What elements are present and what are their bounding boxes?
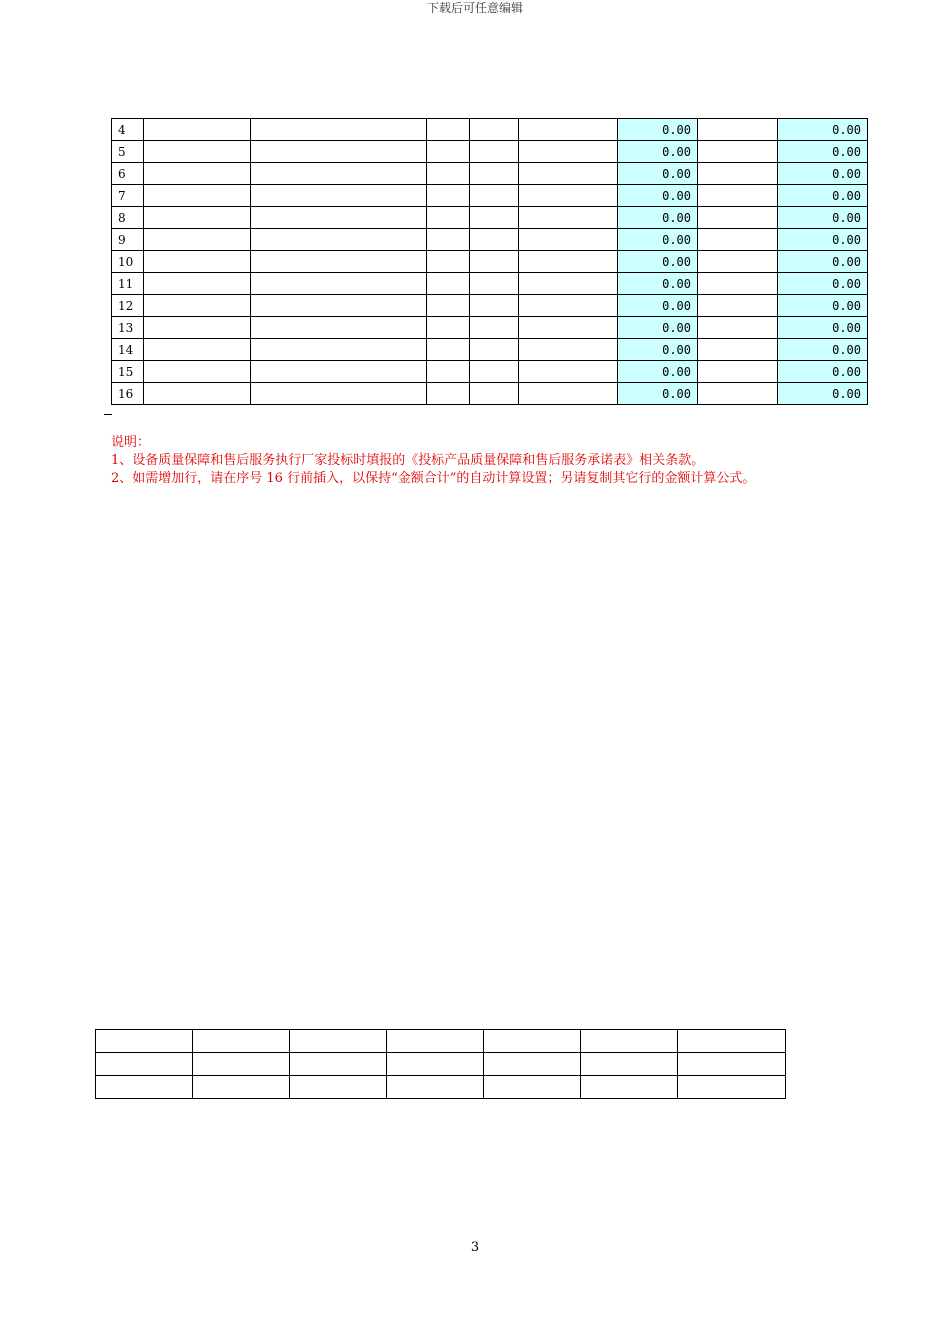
empty-cell: [698, 273, 778, 295]
table-row: [96, 1076, 786, 1099]
total-amount-cell: 0.00: [778, 295, 868, 317]
empty-cell: [427, 273, 470, 295]
empty-cell: [290, 1053, 387, 1076]
empty-cell: [96, 1030, 193, 1053]
total-amount-cell: 0.00: [778, 251, 868, 273]
empty-cell: [698, 251, 778, 273]
empty-cell: [193, 1053, 290, 1076]
table-row: [112, 339, 868, 361]
empty-cell: [698, 229, 778, 251]
empty-cell: [470, 185, 519, 207]
amount-cell: 0.00: [618, 383, 698, 405]
empty-cell: [144, 119, 251, 141]
empty-cell: [519, 317, 618, 339]
empty-cell: [427, 295, 470, 317]
seq-cell: 11: [112, 273, 144, 295]
empty-cell: [519, 251, 618, 273]
empty-cell: [698, 185, 778, 207]
empty-cell: [698, 119, 778, 141]
empty-cell: [470, 295, 519, 317]
amount-cell: 0.00: [618, 361, 698, 383]
seq-cell: 12: [112, 295, 144, 317]
empty-cell: [96, 1076, 193, 1099]
table-row: [112, 251, 868, 273]
empty-cell: [251, 185, 427, 207]
empty-cell: [470, 163, 519, 185]
empty-cell: [387, 1076, 484, 1099]
empty-cell: [484, 1030, 581, 1053]
empty-cell: [251, 119, 427, 141]
empty-cell: [290, 1076, 387, 1099]
empty-cell: [427, 361, 470, 383]
empty-cell: [581, 1030, 678, 1053]
amount-cell: 0.00: [618, 339, 698, 361]
empty-cell: [144, 273, 251, 295]
empty-cell: [470, 339, 519, 361]
table-row: [112, 207, 868, 229]
amount-cell: 0.00: [618, 273, 698, 295]
table-row: [112, 383, 868, 405]
empty-cell: [144, 251, 251, 273]
empty-cell: [519, 361, 618, 383]
empty-cell: [251, 207, 427, 229]
empty-cell: [427, 185, 470, 207]
amount-cell: 0.00: [618, 317, 698, 339]
empty-cell: [193, 1076, 290, 1099]
table-row: [112, 273, 868, 295]
total-amount-cell: 0.00: [778, 141, 868, 163]
empty-cell: [519, 163, 618, 185]
empty-cell: [144, 383, 251, 405]
empty-cell: [519, 141, 618, 163]
empty-cell: [251, 295, 427, 317]
empty-cell: [427, 119, 470, 141]
empty-cell: [470, 229, 519, 251]
seq-cell: 13: [112, 317, 144, 339]
empty-cell: [519, 339, 618, 361]
seq-cell: 16: [112, 383, 144, 405]
amount-cell: 0.00: [618, 251, 698, 273]
notes-block: [111, 434, 755, 488]
empty-cell: [144, 339, 251, 361]
empty-cell: [698, 383, 778, 405]
empty-cell: [251, 317, 427, 339]
table-row: [112, 185, 868, 207]
empty-cell: [581, 1053, 678, 1076]
empty-cell: [251, 339, 427, 361]
empty-cell: [470, 251, 519, 273]
header-note: 下载后可任意编辑: [426, 1, 523, 15]
amount-cell: 0.00: [618, 141, 698, 163]
empty-cell: [387, 1030, 484, 1053]
empty-cell: [519, 207, 618, 229]
empty-cell: [251, 273, 427, 295]
empty-cell: [427, 383, 470, 405]
seq-cell: 7: [112, 185, 144, 207]
table-row: [112, 141, 868, 163]
notes-line-2: 2、如需增加行，请在序号 16 行前插入，以保持“金额合计”的自动计算设置；另请复制其它行的金额计算公式。: [111, 471, 756, 486]
total-amount-cell: 0.00: [778, 383, 868, 405]
amount-cell: 0.00: [618, 119, 698, 141]
table-row: [96, 1053, 786, 1076]
seq-cell: 10: [112, 251, 144, 273]
empty-cell: [698, 163, 778, 185]
amount-cell: 0.00: [618, 207, 698, 229]
empty-cell: [698, 317, 778, 339]
empty-cell: [519, 119, 618, 141]
notes-title: 说明：: [111, 435, 151, 450]
empty-cell: [470, 273, 519, 295]
amount-cell: 0.00: [618, 229, 698, 251]
empty-cell: [581, 1076, 678, 1099]
total-amount-cell: 0.00: [778, 339, 868, 361]
empty-cell: [427, 207, 470, 229]
empty-cell: [698, 361, 778, 383]
empty-cell: [251, 383, 427, 405]
table-row: [96, 1030, 786, 1053]
page-number: 3: [470, 1240, 480, 1255]
seq-cell: 9: [112, 229, 144, 251]
bottom-table: [95, 1029, 786, 1099]
empty-cell: [519, 185, 618, 207]
amount-cell: 0.00: [618, 295, 698, 317]
table-row: [112, 361, 868, 383]
empty-cell: [470, 141, 519, 163]
empty-cell: [698, 295, 778, 317]
total-amount-cell: 0.00: [778, 229, 868, 251]
table-row: [112, 295, 868, 317]
empty-cell: [290, 1030, 387, 1053]
total-amount-cell: 0.00: [778, 163, 868, 185]
total-amount-cell: 0.00: [778, 273, 868, 295]
empty-cell: [519, 273, 618, 295]
empty-cell: [251, 229, 427, 251]
empty-cell: [251, 163, 427, 185]
empty-cell: [678, 1076, 786, 1099]
empty-cell: [519, 229, 618, 251]
empty-cell: [387, 1053, 484, 1076]
seq-cell: 14: [112, 339, 144, 361]
empty-cell: [144, 229, 251, 251]
main-table: [111, 118, 868, 405]
total-amount-cell: 0.00: [778, 361, 868, 383]
empty-cell: [470, 383, 519, 405]
empty-cell: [251, 251, 427, 273]
empty-cell: [484, 1076, 581, 1099]
seq-cell: 6: [112, 163, 144, 185]
empty-cell: [470, 361, 519, 383]
empty-cell: [144, 207, 251, 229]
empty-cell: [678, 1030, 786, 1053]
empty-cell: [427, 251, 470, 273]
seq-cell: 5: [112, 141, 144, 163]
seq-cell: 8: [112, 207, 144, 229]
empty-cell: [96, 1053, 193, 1076]
empty-cell: [144, 163, 251, 185]
notes-line-1: 1、设备质量保障和售后服务执行厂家投标时填报的《投标产品质量保障和售后服务承诺表》相关条款。: [111, 453, 705, 468]
empty-cell: [144, 185, 251, 207]
amount-cell: 0.00: [618, 163, 698, 185]
empty-cell: [698, 141, 778, 163]
empty-cell: [484, 1053, 581, 1076]
empty-cell: [678, 1053, 786, 1076]
empty-cell: [470, 317, 519, 339]
empty-cell: [427, 317, 470, 339]
table-row: [112, 229, 868, 251]
empty-cell: [427, 163, 470, 185]
table-row: [112, 163, 868, 185]
total-amount-cell: 0.00: [778, 207, 868, 229]
amount-cell: 0.00: [618, 185, 698, 207]
seq-cell: 15: [112, 361, 144, 383]
empty-cell: [698, 339, 778, 361]
empty-cell: [470, 207, 519, 229]
total-amount-cell: 0.00: [778, 119, 868, 141]
empty-cell: [144, 141, 251, 163]
seq-cell: 4: [112, 119, 144, 141]
table-row: [112, 317, 868, 339]
empty-cell: [470, 119, 519, 141]
empty-cell: [698, 207, 778, 229]
empty-cell: [427, 229, 470, 251]
empty-cell: [519, 295, 618, 317]
empty-cell: [251, 361, 427, 383]
empty-cell: [144, 295, 251, 317]
empty-cell: [427, 339, 470, 361]
empty-cell: [144, 361, 251, 383]
empty-cell: [251, 141, 427, 163]
empty-cell: [427, 141, 470, 163]
total-amount-cell: 0.00: [778, 185, 868, 207]
total-amount-cell: 0.00: [778, 317, 868, 339]
table-row: [112, 119, 868, 141]
empty-cell: [144, 317, 251, 339]
empty-cell: [519, 383, 618, 405]
table-edge-stub: [104, 414, 112, 415]
empty-cell: [193, 1030, 290, 1053]
